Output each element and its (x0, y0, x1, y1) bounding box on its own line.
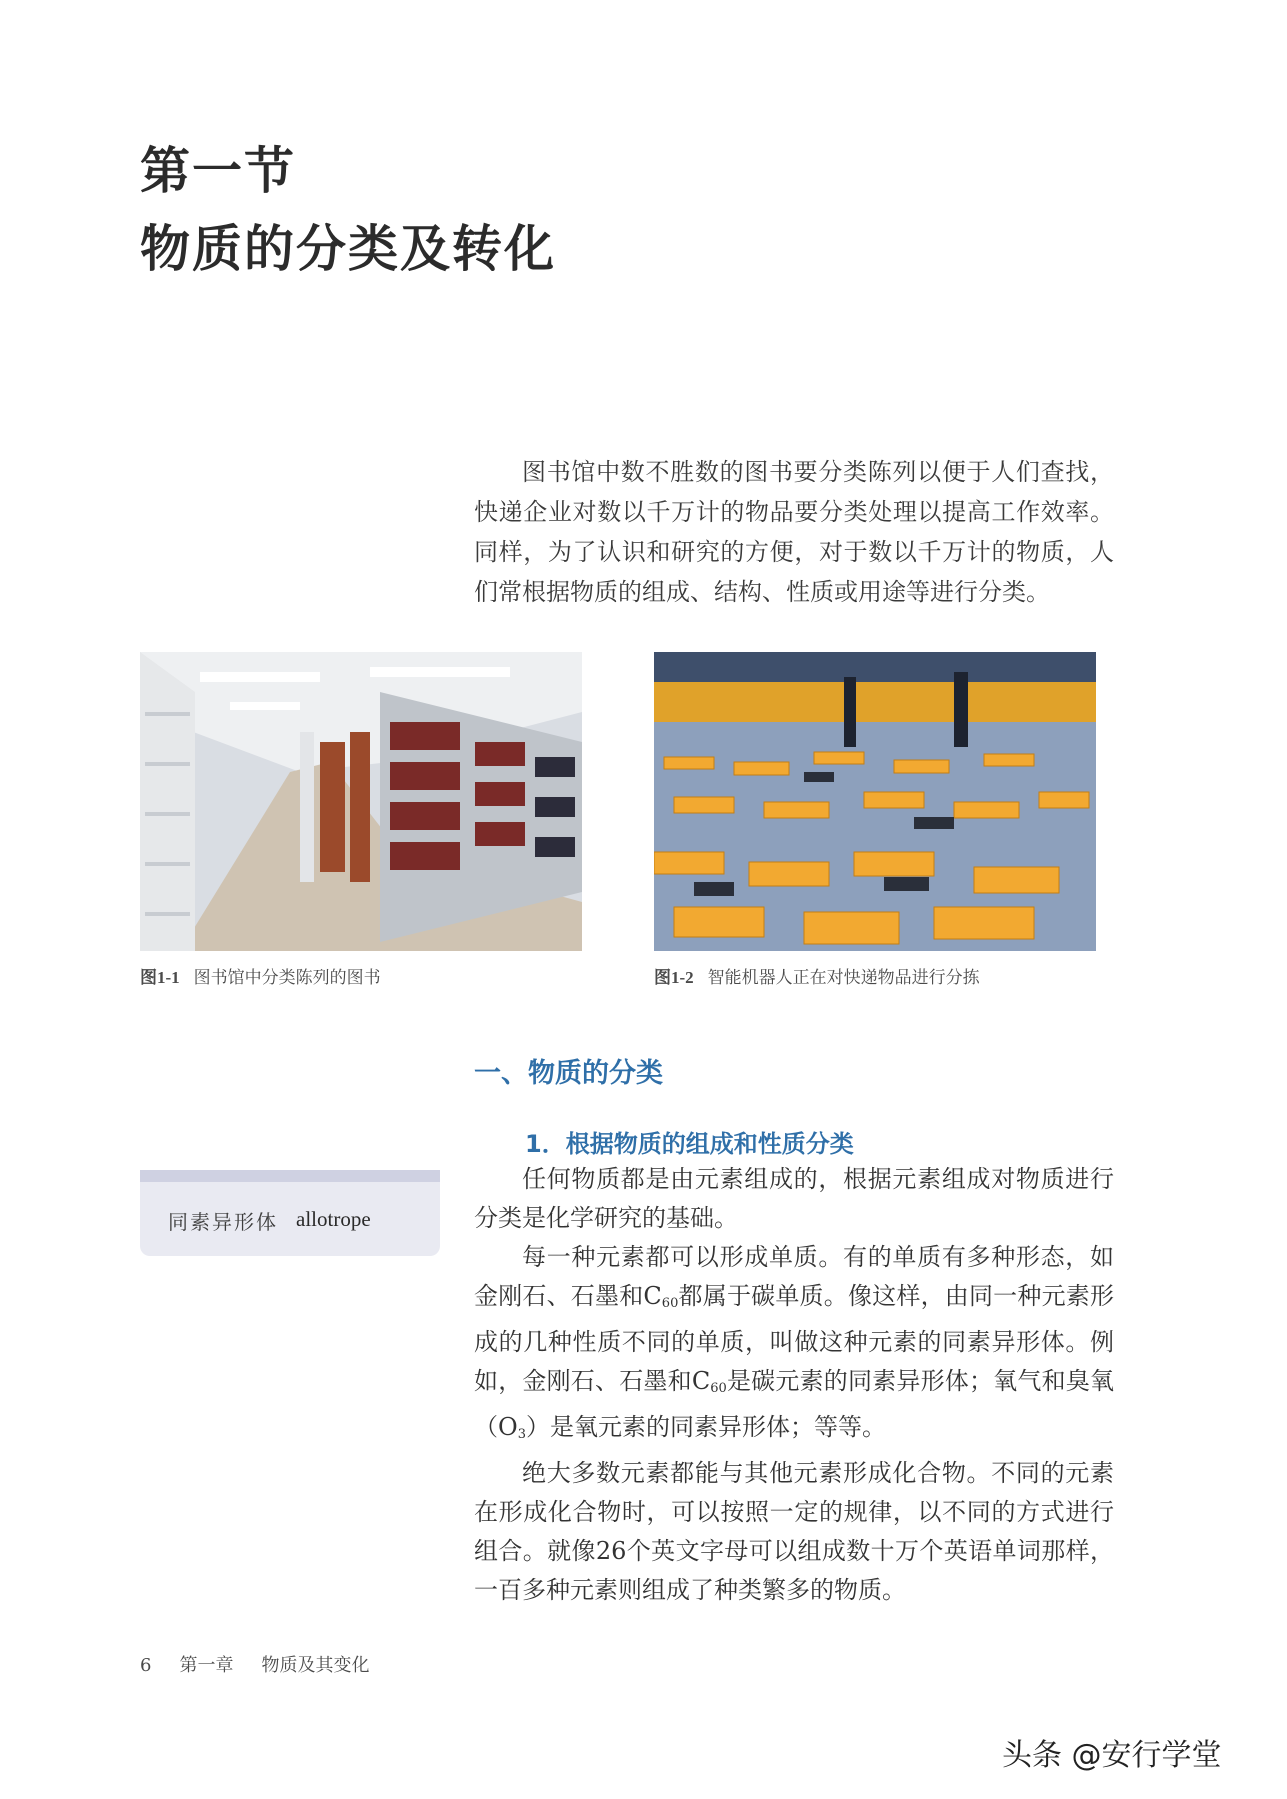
page-number: 6 (140, 1655, 152, 1676)
figure-1-2-text: 智能机器人正在对快递物品进行分拣 (707, 968, 980, 988)
body-text (474, 1160, 1114, 1610)
paragraph-3: 绝大多数元素都能与其他元素形成化合物。不同的元素在形成化合物时，可以按照一定的规律，以不同的方式进行组合。就像26个英文字母可以组成数十万个英语单词那样，一百多种元素则组成了种类繁多的物质。 (474, 1459, 1114, 1604)
figure-1-1-number: 图1-1 (140, 968, 180, 987)
paragraph-1: 任何物质都是由元素组成的，根据元素组成对物质进行分类是化学研究的基础。 (474, 1165, 1114, 1232)
section-number: 第一节 (140, 141, 296, 200)
figure-1-1-text: 图书馆中分类陈列的图书 (193, 968, 381, 988)
chapter-title: 物质及其变化 (261, 1655, 370, 1676)
section-heading: 一、物质的分类 (474, 1058, 663, 1089)
glossary-term-chinese: 同素异形体 (168, 1210, 278, 1234)
warehouse-robots-photo (654, 652, 1096, 951)
page-footer (140, 1651, 397, 1677)
subsection-heading: 1．根据物质的组成和性质分类 (525, 1130, 854, 1158)
glossary-box (140, 1170, 440, 1256)
figure-1-1-caption (140, 963, 381, 988)
figure-1-2-number: 图1-2 (654, 968, 694, 987)
glossary-box-bar (140, 1170, 440, 1182)
chapter-label: 第一章 (179, 1655, 234, 1676)
paragraph-2: 每一种元素都可以形成单质。有的单质有多种形态，如金刚石、石墨和$C_{60}$都属于碳单质。像这样，由同一种元素形成的几种性质不同的单质，叫做这种元素的同素异形体。例如，金刚石、石墨和$C_{60}$是碳元素的同素异形体；氧气和臭氧$(O_3)$是氧元素的同素异形体；等等。 (474, 1243, 1114, 1442)
intro-paragraph: 图书馆中数不胜数的图书要分类陈列以便于人们查找，快递企业对数以千万计的物品要分类处理以提高工作效率。同样，为了认识和研究的方便，对于数以千万计的物质，人们常根据物质的组成、结构、性质或用途等进行分类。 (474, 458, 1114, 606)
page-title: 物质的分类及转化 (140, 219, 556, 278)
library-photo (140, 652, 582, 951)
glossary-term-english: allotrope (296, 1207, 371, 1231)
watermark: 头条 @安行学堂 (1002, 1738, 1222, 1773)
figure-1-2-caption (654, 963, 980, 988)
